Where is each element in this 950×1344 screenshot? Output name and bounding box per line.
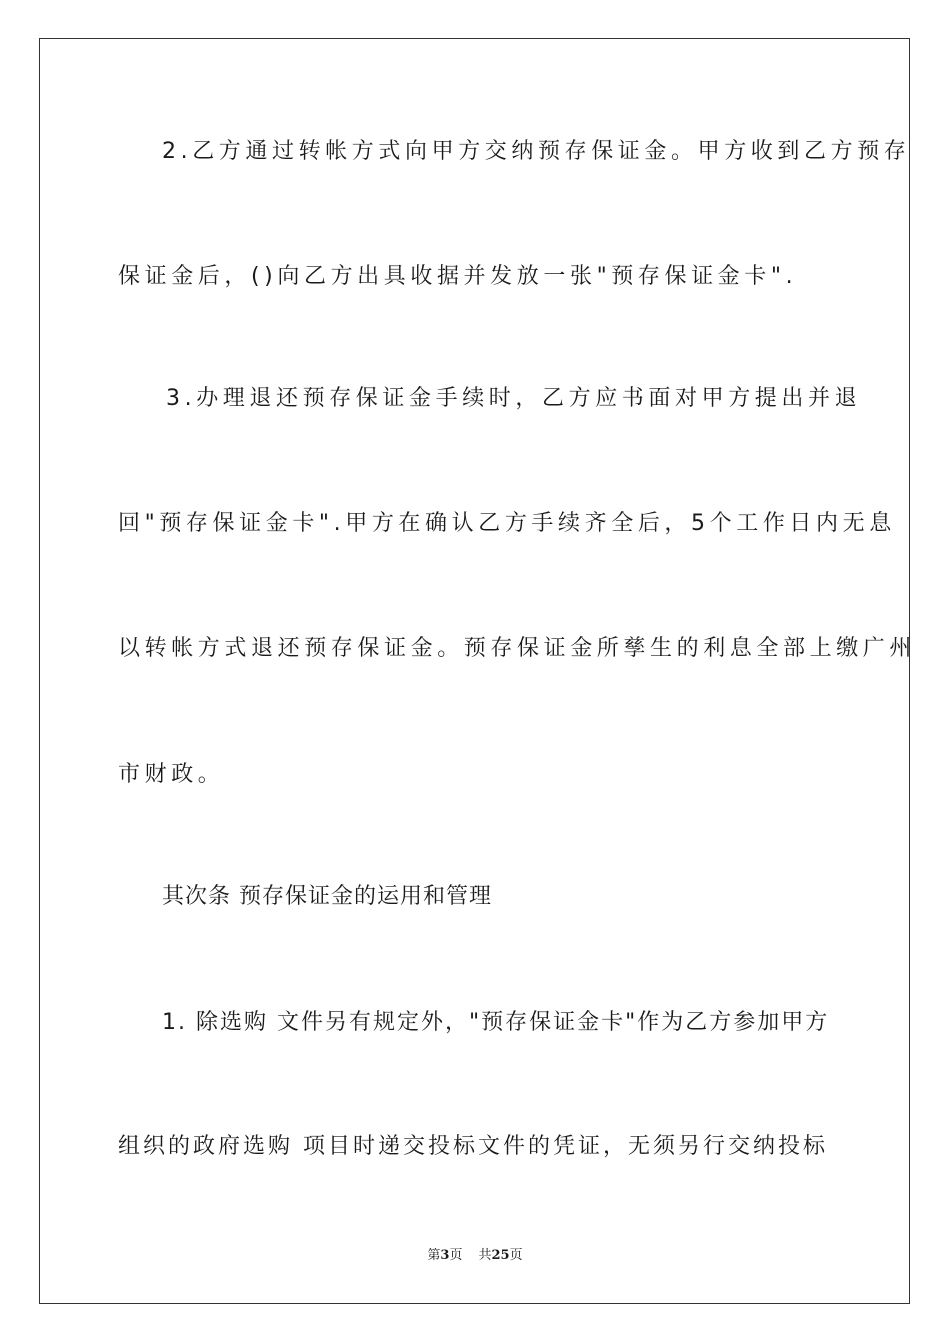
paragraph-line-2: 保证金后，()向乙方出具收据并发放一张"预存保证金卡". — [118, 264, 798, 289]
paragraph-line-4: 回"预存保证金卡".甲方在确认乙方手续齐全后，5个工作日内无息 — [118, 511, 896, 536]
total-unit: 页 — [509, 1248, 523, 1263]
page-current: 3 — [440, 1248, 450, 1263]
total-prefix: 共 — [478, 1248, 492, 1263]
paragraph-line-3: 3.办理退还预存保证金手续时，乙方应书面对甲方提出并退 — [166, 386, 862, 411]
paragraph-line-1: 2.乙方通过转帐方式向甲方交纳预存保证金。甲方收到乙方预存 — [162, 139, 911, 164]
paragraph-line-6: 市财政。 — [118, 762, 225, 787]
page-prefix: 第 — [427, 1248, 441, 1263]
page-footer — [0, 1246, 950, 1266]
paragraph-line-5: 以转帐方式退还预存保证金。预存保证金所孳生的利息全部上缴广州 — [118, 636, 917, 661]
page-total: 25 — [491, 1248, 510, 1263]
section-heading: 其次条 预存保证金的运用和管理 — [162, 884, 492, 909]
page-frame — [39, 38, 917, 1304]
page-unit: 页 — [449, 1248, 463, 1263]
paragraph-line-8: 1. 除选购 文件另有规定外，"预存保证金卡"作为乙方参加甲方 — [162, 1010, 830, 1035]
paragraph-line-9: 组织的政府选购 项目时递交投标文件的凭证，无须另行交纳投标 — [118, 1134, 828, 1159]
